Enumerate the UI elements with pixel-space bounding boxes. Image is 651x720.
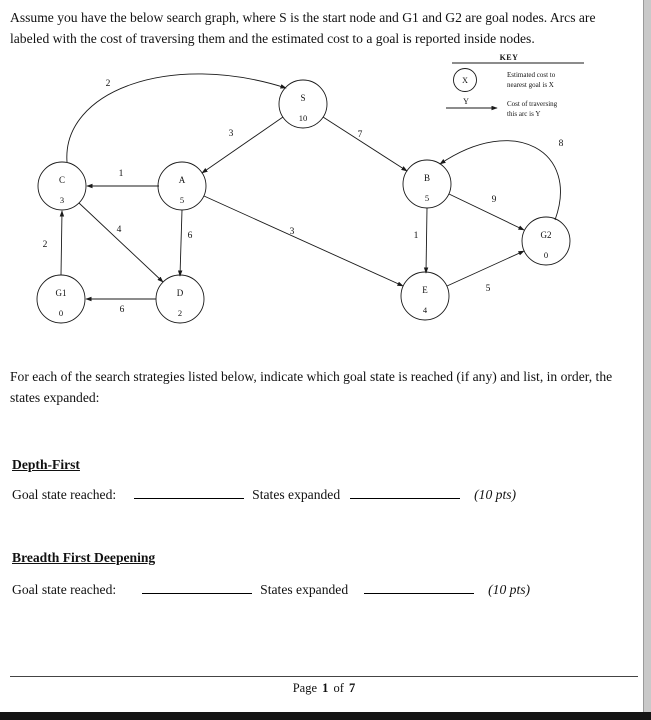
graph-edge-S-A <box>202 117 283 173</box>
edge-cost-label: 2 <box>105 79 111 89</box>
intro-paragraph: Assume you have the below search graph, where S is the start node and G1 and G2 are goal nodes. Arcs are labeled with the cost of traversing them and the estimated cost to a goal is reported inside nodes. <box>10 10 596 46</box>
svg-text:0: 0 <box>543 250 549 260</box>
graph-edge-E-G2 <box>447 251 524 286</box>
graph-edge-C-D <box>79 203 163 282</box>
graph-node-S <box>279 80 327 128</box>
section-breadth-first-deepening <box>0 550 644 598</box>
graph-edge-S-B <box>323 117 407 171</box>
svg-text:X: X <box>462 76 468 85</box>
scrollbar-track[interactable] <box>643 0 651 713</box>
goal-state-blank <box>134 484 244 499</box>
footer-page-number: 1 <box>322 681 329 695</box>
section-title-depth-first: Depth-First <box>12 457 80 472</box>
graph-node-E <box>401 272 449 320</box>
section-title-breadth-first-deepening: Breadth First Deepening <box>12 550 156 565</box>
graph-node-A <box>158 162 206 210</box>
edge-cost-label: 8 <box>558 139 564 149</box>
goal-state-label: Goal state reached: <box>12 582 117 597</box>
footer-of-word: of <box>333 681 344 695</box>
graph-edge-G1-C <box>61 211 62 275</box>
goal-state-blank <box>142 579 252 594</box>
edge-cost-label: 6 <box>187 231 193 241</box>
goal-state-label: Goal state reached: <box>12 487 117 502</box>
graph-edge-A-E <box>204 196 403 286</box>
edge-cost-label: 6 <box>119 305 125 315</box>
footer-page-word: Page <box>292 681 317 695</box>
states-expanded-blank <box>364 579 474 594</box>
edge-cost-label: 2 <box>42 240 48 250</box>
svg-text:Y: Y <box>463 97 469 106</box>
edge-cost-label: 9 <box>491 195 497 205</box>
graph-edge-B-G2 <box>449 194 524 230</box>
svg-text:G2: G2 <box>540 230 552 240</box>
svg-text:nearest goal is X: nearest goal is X <box>507 81 554 89</box>
graph-node-D <box>156 275 204 323</box>
svg-text:KEY: KEY <box>499 53 519 62</box>
svg-text:4: 4 <box>422 305 428 315</box>
svg-text:3: 3 <box>59 195 65 205</box>
graph-key <box>446 53 584 118</box>
page-footer <box>10 676 638 696</box>
svg-text:5: 5 <box>179 195 185 205</box>
footer-page-total: 7 <box>349 681 356 695</box>
graph-edge-B-E <box>426 208 427 273</box>
answer-line-depth-first <box>12 484 632 503</box>
edge-cost-label: 4 <box>116 225 122 235</box>
answer-line-breadth-first-deepening <box>12 579 632 598</box>
states-expanded-blank <box>350 484 460 499</box>
states-expanded-label: States expanded <box>252 487 341 502</box>
edge-cost-label: 7 <box>357 130 363 140</box>
edge-cost-label: 3 <box>289 227 295 237</box>
states-expanded-label: States expanded <box>260 582 349 597</box>
section-depth-first <box>0 457 644 503</box>
svg-text:S: S <box>300 93 306 103</box>
edge-cost-label: 1 <box>413 231 419 241</box>
svg-text:10: 10 <box>298 113 308 123</box>
edge-cost-label: 1 <box>118 169 124 179</box>
edge-cost-label: 5 <box>485 284 491 294</box>
svg-text:B: B <box>423 173 431 183</box>
graph-edge-G2-B <box>440 141 560 220</box>
graph-node-G1 <box>37 275 85 323</box>
svg-text:2: 2 <box>177 308 183 318</box>
graph-edge-A-D <box>180 210 182 276</box>
svg-text:5: 5 <box>424 193 430 203</box>
graph-node-B <box>403 160 451 208</box>
window-bottom-edge <box>0 712 651 720</box>
prompt-paragraph: For each of the search strategies listed below, indicate which goal state is reached (if any) and list, in order, the states expanded: <box>10 369 613 405</box>
graph-node-C <box>38 162 86 210</box>
graph-node-G2 <box>522 217 570 265</box>
svg-text:E: E <box>422 285 428 295</box>
points-label: (10 pts) <box>474 487 517 502</box>
search-graph <box>0 49 644 349</box>
graph-edge-C-S <box>67 74 286 162</box>
svg-text:Estimated cost to: Estimated cost to <box>507 71 556 79</box>
svg-text:C: C <box>58 175 66 185</box>
svg-text:G1: G1 <box>55 288 67 298</box>
svg-text:D: D <box>176 288 184 298</box>
svg-text:this arc is Y: this arc is Y <box>507 110 541 118</box>
svg-text:Cost of traversing: Cost of traversing <box>507 100 558 108</box>
svg-text:0: 0 <box>58 308 64 318</box>
svg-text:A: A <box>178 175 186 185</box>
points-label: (10 pts) <box>488 582 531 597</box>
edge-cost-label: 3 <box>228 129 234 139</box>
